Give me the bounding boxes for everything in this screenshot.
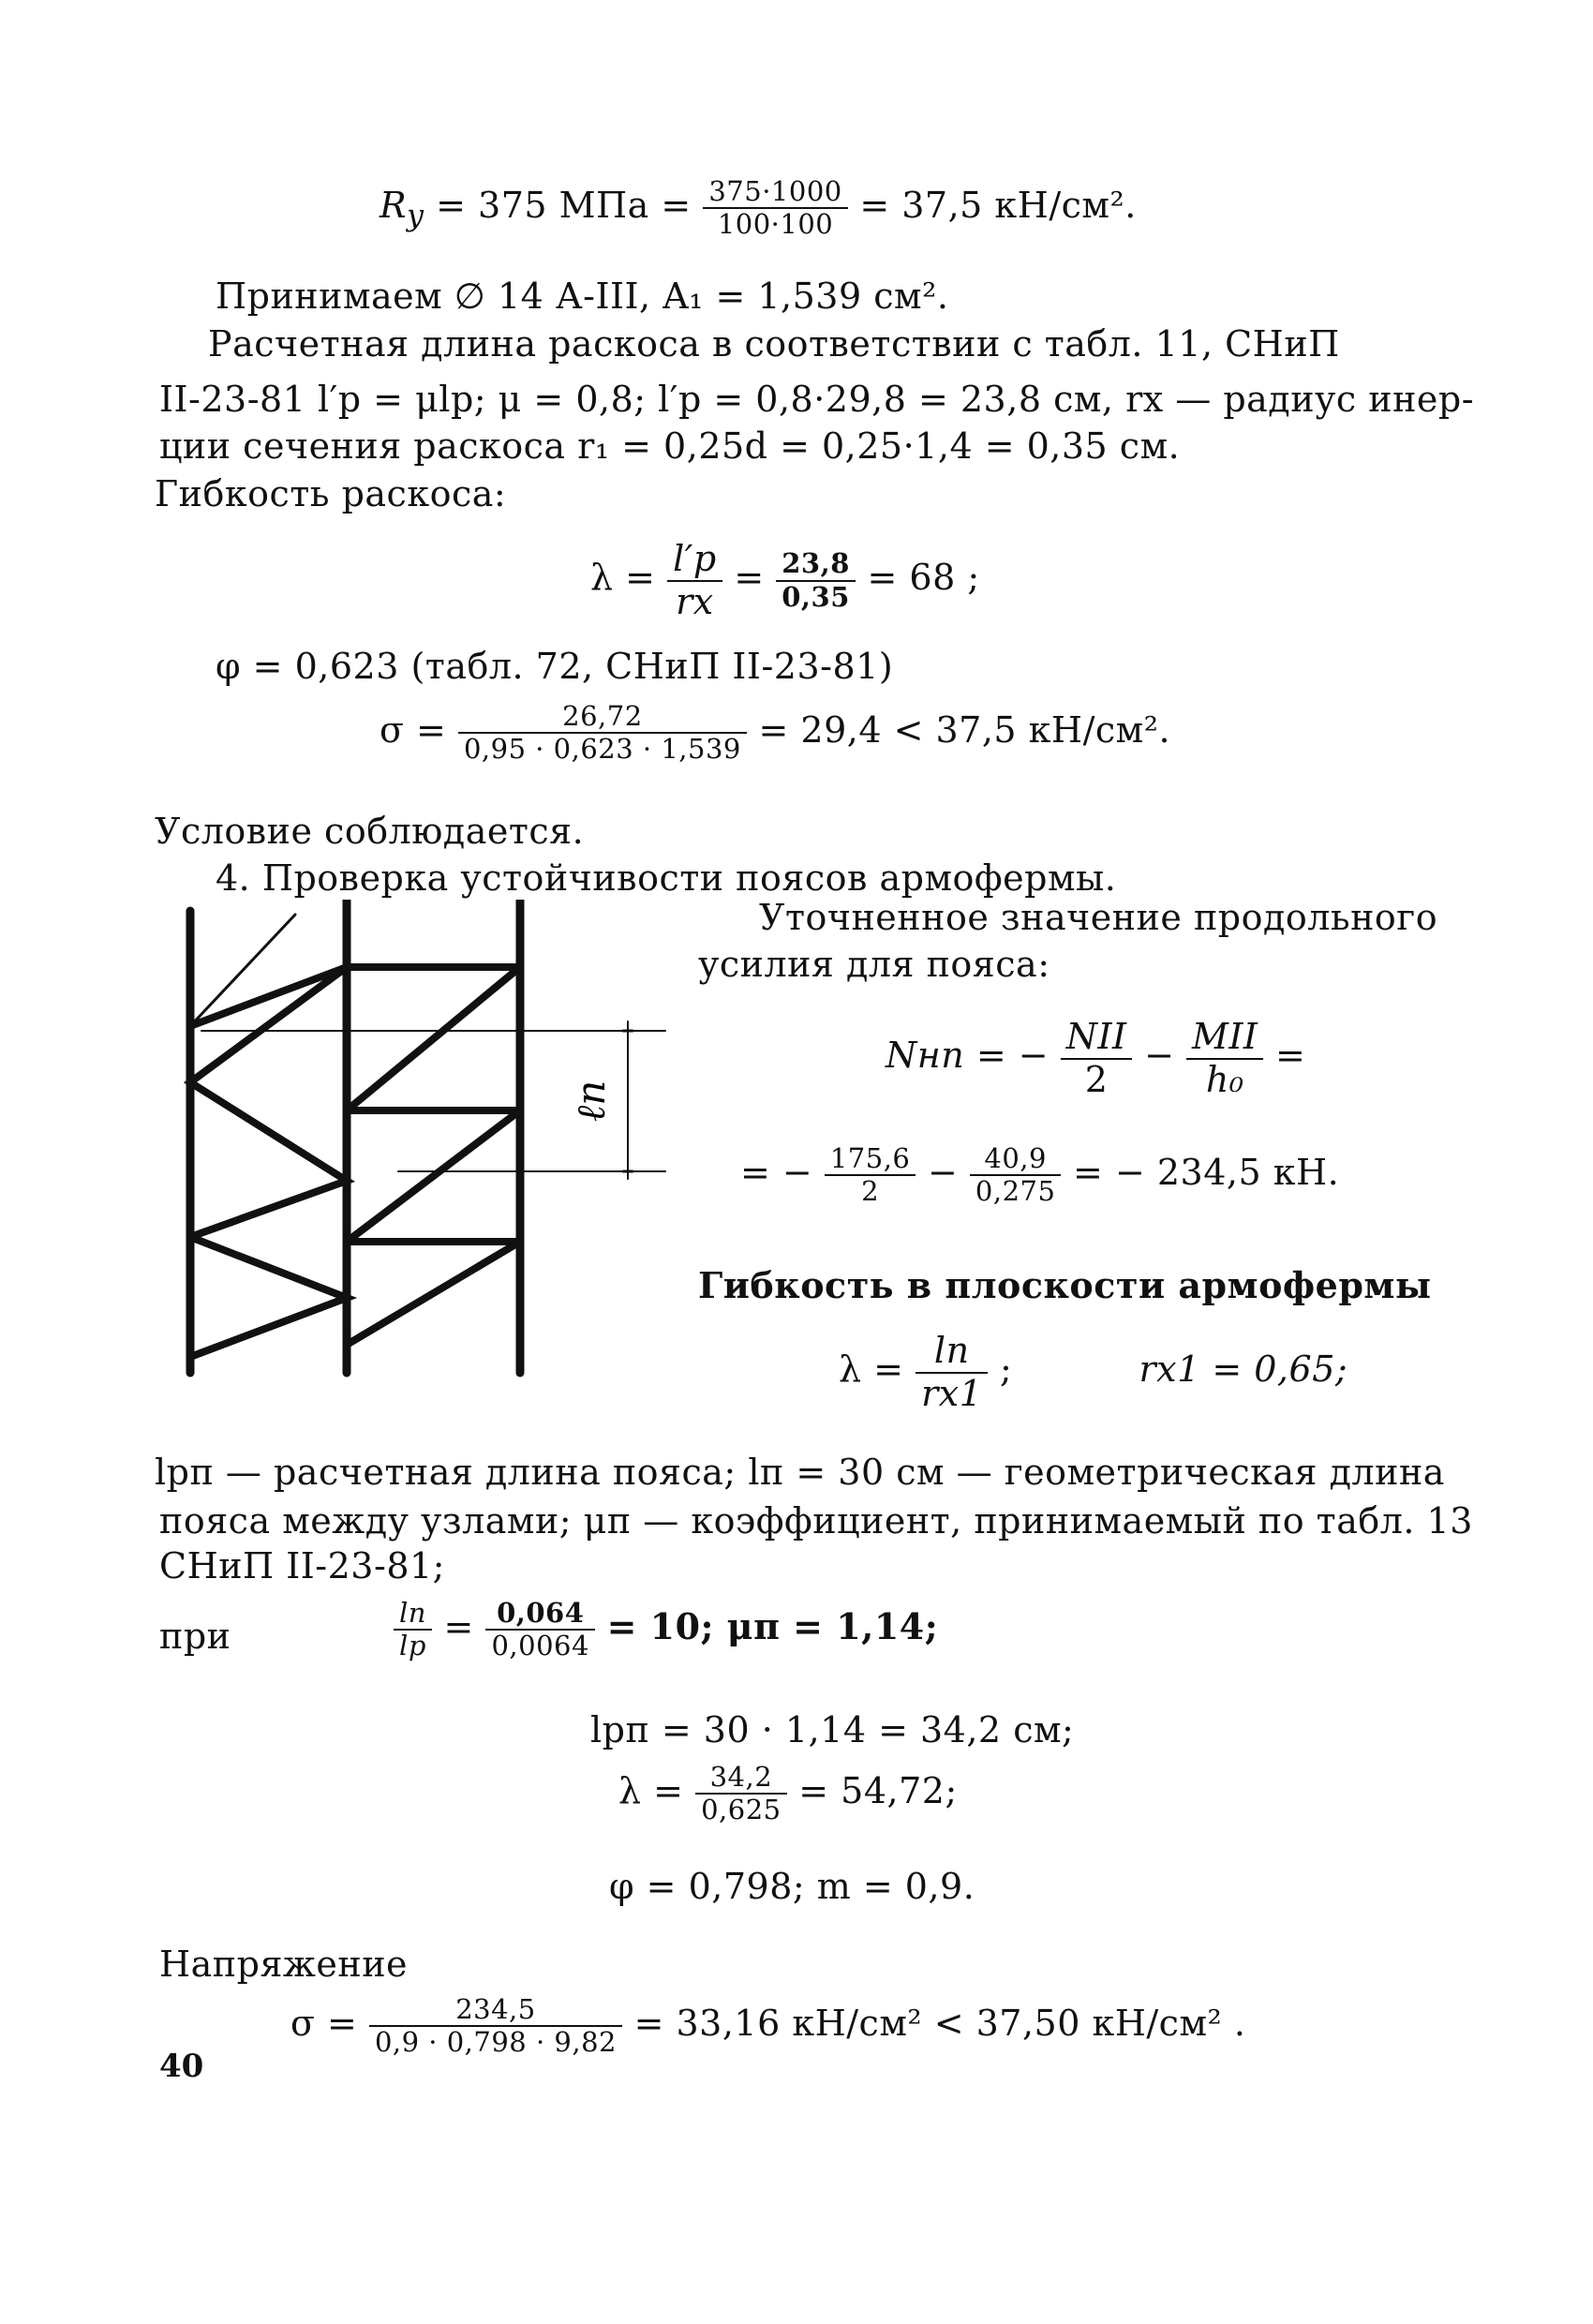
formula-when-den-a: lр (399, 1630, 426, 1662)
formula-sigma-1 (380, 701, 1170, 766)
formula-sigma-1-numerator: 26,72 (458, 701, 747, 734)
formula-when-prefix: при (159, 1616, 231, 1657)
formula-lambda-1-num-a: l′p (667, 539, 722, 582)
formula-lambda-3-lhs: λ = (618, 1769, 684, 1811)
formula-sigma-2-fraction (369, 1994, 622, 2059)
formula-when (394, 1598, 938, 1662)
formula-lambda-2-denominator: rx1 (921, 1372, 983, 1414)
formula-sigma-1-lhs: σ = (380, 708, 447, 751)
heading-flex-plane: Гибкость в плоскости армофермы (698, 1264, 1432, 1306)
para-length-line-2: II-23-81 l′p = μlp; μ = 0,8; l′p = 0,8·29,8 = 23,8 см, rx — радиус инер- (159, 379, 1475, 420)
formula-lambda-1-fraction-b (776, 548, 856, 613)
formula-ry-symbol: R (380, 184, 408, 226)
formula-lambda-1 (590, 539, 980, 622)
formula-n-2-result: = − 234,5 кН. (1073, 1151, 1340, 1193)
para-length-line-3: ции сечения раскоса r₁ = 0,25d = 0,25·1,4 = 0,35 см. (159, 425, 1181, 467)
formula-n-fraction-a (1061, 1017, 1133, 1100)
formula-lambda-1-lhs: λ = (590, 557, 656, 599)
formula-ry-result: = 37,5 кН/см². (859, 184, 1137, 226)
formula-lambda-2 (839, 1331, 1347, 1414)
para-accept: Принимаем ∅ 14 А-III, A₁ = 1,539 см². (216, 276, 949, 317)
formula-lambda-2-separator: ; (999, 1348, 1013, 1391)
formula-n-2-den-a: 2 (861, 1175, 880, 1208)
formula-when-den-b: 0,0064 (491, 1630, 589, 1662)
formula-lambda-2-lhs: λ = (839, 1348, 904, 1391)
formula-lambda-3-fraction (695, 1762, 787, 1826)
formula-n-equals: = (1275, 1035, 1306, 1077)
formula-lambda-1-num-b: 23,8 (776, 548, 856, 581)
formula-sigma-2-denominator: 0,9 · 0,798 · 9,82 (374, 2026, 617, 2059)
formula-n-minus: − (1144, 1035, 1175, 1077)
formula-when-equals: = (443, 1605, 474, 1647)
formula-n (886, 1017, 1305, 1100)
formula-lambda-3-denominator: 0,625 (701, 1794, 782, 1826)
formula-ry-numerator: 375·1000 (703, 176, 847, 209)
formula-lp: lpп = 30 · 1,14 = 34,2 см; (590, 1709, 1075, 1750)
formula-sigma-1-denominator: 0,95 · 0,623 · 1,539 (463, 733, 741, 766)
formula-sigma-2-lhs: σ = (290, 2002, 358, 2044)
formula-lambda-1-den-a: rx (676, 580, 714, 622)
formula-n-2-num-b: 40,9 (970, 1143, 1062, 1176)
formula-lambda-1-equals: = (734, 557, 765, 599)
para-length-line-1: Расчетная длина раскоса в соответствии с табл. 11, СНиП (208, 323, 1340, 365)
formula-n-fraction-b (1186, 1017, 1263, 1100)
formula-lambda-2-fraction (916, 1331, 988, 1414)
heading-stress: Напряжение (159, 1944, 409, 1985)
formula-phi-2: φ = 0,798; m = 0,9. (609, 1866, 975, 1907)
formula-n-2 (740, 1143, 1339, 1208)
formula-lambda-1-den-b: 0,35 (782, 580, 850, 613)
diagram-length-label: ℓп (568, 1080, 614, 1123)
section-4-heading: 4. Проверка устойчивости поясов армофермы. (216, 857, 1117, 899)
formula-when-fraction-a (394, 1598, 432, 1662)
formula-lambda-2-rx1: rx1 = 0,65; (1139, 1348, 1348, 1391)
formula-phi-1: φ = 0,623 (табл. 72, СНиП II-23-81) (216, 646, 894, 687)
formula-sigma-2 (290, 1994, 1245, 2059)
formula-ry-subscript: y (407, 199, 424, 233)
para-def-line-2: пояса между узлами; μп — коэффициент, принимаемый по табл. 13 (159, 1500, 1473, 1542)
refined-line-2: усилия для пояса: (698, 944, 1050, 985)
formula-ry-fraction (703, 176, 847, 241)
formula-n-2-fraction-a (825, 1143, 916, 1208)
formula-when-fraction-b (485, 1598, 594, 1662)
formula-n-den-b: h₀ (1205, 1058, 1244, 1100)
page-number: 40 (159, 2048, 204, 2085)
formula-lambda-3-result: = 54,72; (798, 1769, 958, 1811)
formula-n-2-fraction-b (970, 1143, 1062, 1208)
formula-n-lhs: Nнп = − (886, 1035, 1050, 1077)
formula-n-2-den-b: 0,275 (975, 1175, 1056, 1208)
truss-diagram (155, 900, 679, 1387)
formula-n-2-minus: − (927, 1151, 959, 1193)
refined-line-1: Уточненное значение продольного (759, 897, 1438, 938)
formula-ry-value: = 375 МПа = (436, 184, 692, 226)
formula-sigma-2-result: = 33,16 кН/см² < 37,50 кН/см² . (633, 2002, 1246, 2044)
para-def-line-1: lpп — расчетная длина пояса; lп = 30 см — геометрическая длина (155, 1452, 1445, 1493)
formula-lambda-3 (618, 1762, 958, 1826)
formula-lambda-1-fraction-a (667, 539, 722, 622)
condition-met: Условие соблюдается. (155, 811, 585, 852)
formula-when-num-a: lп (394, 1598, 432, 1631)
formula-n-2-num-a: 175,6 (825, 1143, 916, 1176)
formula-n-2-lhs: = − (740, 1151, 813, 1193)
formula-n-den-a: 2 (1084, 1058, 1109, 1100)
formula-sigma-2-numerator: 234,5 (369, 1994, 622, 2027)
formula-lambda-2-numerator: lп (916, 1331, 988, 1374)
heading-flex-brace: Гибкость раскоса: (155, 473, 507, 514)
formula-n-num-a: NII (1061, 1017, 1133, 1060)
formula-when-num-b: 0,064 (485, 1598, 594, 1631)
formula-lambda-3-numerator: 34,2 (695, 1762, 787, 1795)
formula-when-result: = 10; μп = 1,14; (606, 1604, 939, 1647)
formula-sigma-1-fraction (458, 701, 747, 766)
formula-ry (380, 176, 1137, 241)
formula-ry-denominator: 100·100 (717, 208, 834, 241)
formula-sigma-1-result: = 29,4 < 37,5 кН/см². (758, 708, 1171, 751)
para-def-line-3: СНиП II-23-81; (159, 1545, 445, 1587)
formula-n-num-b: MII (1186, 1017, 1263, 1060)
formula-lambda-1-result: = 68 ; (867, 557, 980, 599)
